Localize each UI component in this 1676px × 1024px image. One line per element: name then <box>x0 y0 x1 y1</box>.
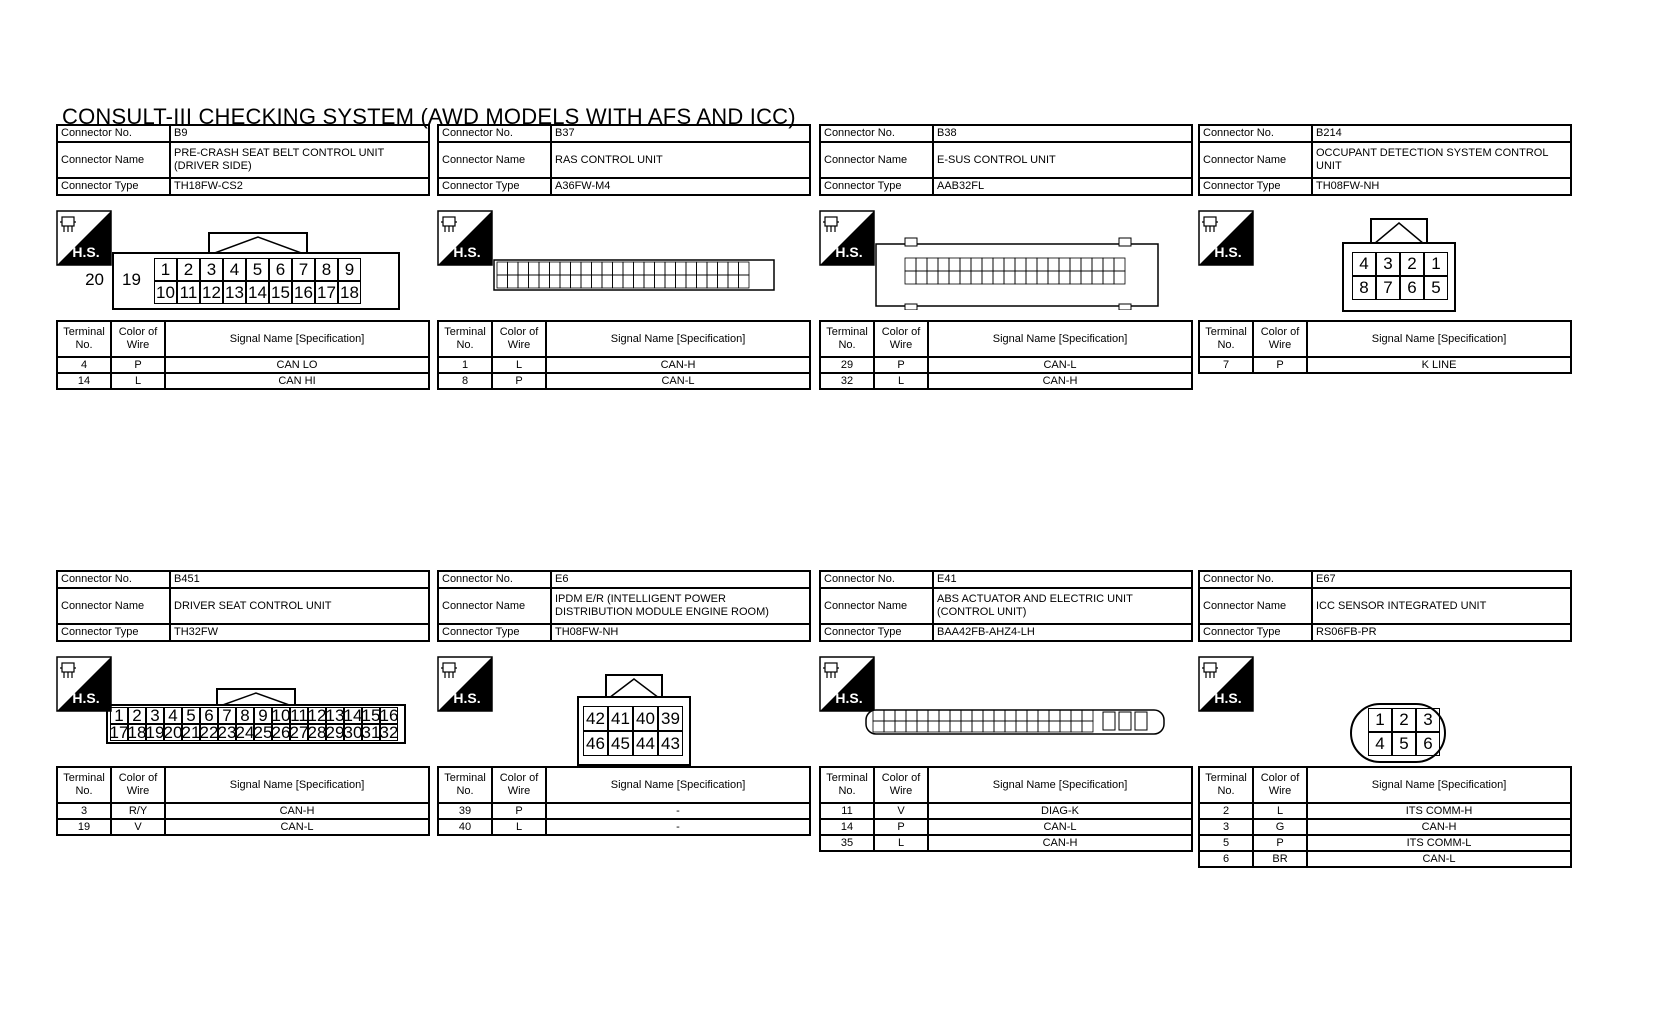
connector-header-table <box>1198 124 1572 196</box>
table-row <box>57 373 429 389</box>
pin-number: 16 <box>379 705 399 725</box>
hs-label: H.S. <box>1214 690 1242 706</box>
signal-name-header: Signal Name [Specification] <box>1307 321 1571 357</box>
pin-number: 26 <box>271 722 291 742</box>
table-row <box>1199 835 1571 851</box>
dense-pin-block <box>875 228 1159 310</box>
signal-name: K LINE <box>1307 357 1571 373</box>
table-row <box>820 835 1192 851</box>
signal-table <box>819 766 1193 852</box>
pin-number: 8 <box>1352 276 1376 300</box>
pin-number: 12 <box>200 281 223 304</box>
pin-number: 3 <box>146 707 164 724</box>
connector-type-label: Connector Type <box>1199 178 1312 195</box>
pin-number: 9 <box>338 258 361 281</box>
signal-table-header <box>1199 321 1571 357</box>
table-row <box>1199 819 1571 835</box>
signal-table-header <box>57 321 429 357</box>
connector-diagram <box>819 210 1193 330</box>
connector-type-value: TH08FW-NH <box>551 624 810 641</box>
pin-grid <box>1352 252 1448 300</box>
wire-color: G <box>1253 819 1307 835</box>
connector-name-label: Connector Name <box>438 142 551 178</box>
dense-pin-block <box>493 258 775 292</box>
connector-name-label: Connector Name <box>1199 588 1312 624</box>
connector-number-label: Connector No. <box>438 571 551 588</box>
table-row <box>57 803 429 819</box>
pin-number: 5 <box>182 707 200 724</box>
signal-table <box>437 766 811 836</box>
wire-color-header: Color of Wire <box>111 321 165 357</box>
terminal-no: 39 <box>438 803 492 819</box>
connector-diagram <box>56 210 430 330</box>
signal-table <box>56 766 430 836</box>
pin-number: 39 <box>658 706 683 731</box>
table-row <box>438 357 810 373</box>
terminal-no-header: Terminal No. <box>57 321 111 357</box>
wire-color: P <box>492 373 546 389</box>
signal-name: DIAG-K <box>928 803 1192 819</box>
connector-name-label: Connector Name <box>820 588 933 624</box>
harness-side-icon <box>1198 210 1254 266</box>
signal-table <box>1198 766 1572 868</box>
pin-number: 2 <box>177 258 200 281</box>
terminal-no-header: Terminal No. <box>820 321 874 357</box>
connector-diagram <box>56 656 430 776</box>
connector-diagram <box>437 210 811 330</box>
harness-side-icon <box>819 210 875 266</box>
terminal-no: 7 <box>1199 357 1253 373</box>
signal-name-header: Signal Name [Specification] <box>928 767 1192 803</box>
pin-number: 6 <box>269 258 292 281</box>
pin-number: 2 <box>1400 252 1424 276</box>
signal-table-header <box>57 767 429 803</box>
pin-number: 32 <box>379 722 399 742</box>
connector-name-value: ABS ACTUATOR AND ELECTRIC UNIT (CONTROL UNIT) <box>933 588 1192 624</box>
pin-number: 44 <box>633 731 658 756</box>
connector-diagram <box>437 656 811 776</box>
pin-number: 29 <box>325 722 345 742</box>
connector-number-label: Connector No. <box>1199 571 1312 588</box>
signal-name: CAN-L <box>928 357 1192 373</box>
table-row <box>1199 803 1571 819</box>
pin-grid <box>583 706 683 756</box>
connector-latch <box>216 688 296 704</box>
pin-grid <box>110 707 398 741</box>
terminal-no: 8 <box>438 373 492 389</box>
terminal-no: 19 <box>57 819 111 835</box>
signal-name-header: Signal Name [Specification] <box>928 321 1192 357</box>
connector-name-value: RAS CONTROL UNIT <box>551 142 810 178</box>
pin-number: 18 <box>338 281 361 304</box>
pin-number: 22 <box>199 722 219 742</box>
wire-color-header: Color of Wire <box>874 321 928 357</box>
terminal-no: 40 <box>438 819 492 835</box>
connector-number-label: Connector No. <box>57 125 170 142</box>
connector-type-value: TH08FW-NH <box>1312 178 1571 195</box>
pin-number: 4 <box>1368 732 1392 756</box>
signal-name-header: Signal Name [Specification] <box>165 767 429 803</box>
terminal-no: 5 <box>1199 835 1253 851</box>
signal-name: CAN-L <box>165 819 429 835</box>
pin-number: 20 <box>163 722 183 742</box>
connector-header-table <box>819 570 1193 642</box>
terminal-no: 32 <box>820 373 874 389</box>
connector-number-label: Connector No. <box>438 125 551 142</box>
pin-number: 24 <box>235 722 255 742</box>
connector-header-table <box>56 124 430 196</box>
signal-name-header: Signal Name [Specification] <box>546 767 810 803</box>
pin-number: 46 <box>583 731 608 756</box>
signal-table-header <box>1199 767 1571 803</box>
pin-number: 18 <box>127 722 147 742</box>
pin-number: 15 <box>361 705 381 725</box>
connector-name-value: PRE-CRASH SEAT BELT CONTROL UNIT (DRIVER SIDE) <box>170 142 429 178</box>
pin-number: 7 <box>1376 276 1400 300</box>
pin-number: 31 <box>361 722 381 742</box>
connector-panel <box>437 570 811 833</box>
pin-number: 10 <box>271 705 291 725</box>
table-row <box>820 803 1192 819</box>
connector-type-value: TH32FW <box>170 624 429 641</box>
connector-type-value: TH18FW-CS2 <box>170 178 429 195</box>
signal-table <box>1198 320 1572 374</box>
connector-header-table <box>56 570 430 642</box>
terminal-no-header: Terminal No. <box>1199 767 1253 803</box>
signal-name: - <box>546 819 810 835</box>
connector-diagram <box>1198 210 1572 330</box>
pin-number: 17 <box>109 722 129 742</box>
signal-name: CAN-H <box>928 835 1192 851</box>
table-row <box>1199 357 1571 373</box>
signal-name: CAN-H <box>928 373 1192 389</box>
wire-color: V <box>874 803 928 819</box>
terminal-no: 14 <box>820 819 874 835</box>
pin-number: 5 <box>1392 732 1416 756</box>
harness-side-icon <box>437 210 493 266</box>
connector-panel <box>1198 124 1572 371</box>
signal-name: CAN-H <box>546 357 810 373</box>
pin-number: 27 <box>289 722 309 742</box>
terminal-no: 35 <box>820 835 874 851</box>
connector-number-label: Connector No. <box>820 571 933 588</box>
pin-number: 14 <box>246 281 269 304</box>
pin-number: 11 <box>177 281 200 304</box>
connector-type-label: Connector Type <box>438 178 551 195</box>
pin-number: 12 <box>307 705 327 725</box>
hs-label: H.S. <box>835 244 863 260</box>
signal-table-header <box>820 321 1192 357</box>
connector-latch <box>208 232 308 252</box>
pin-number: 3 <box>1416 708 1440 732</box>
pin-number: 8 <box>236 707 254 724</box>
pin-number: 3 <box>1376 252 1400 276</box>
signal-name: CAN LO <box>165 357 429 373</box>
signal-name: CAN HI <box>165 373 429 389</box>
wire-color: P <box>492 803 546 819</box>
table-row <box>438 373 810 389</box>
table-row <box>820 357 1192 373</box>
dense-pin-block <box>865 704 1165 740</box>
wire-color: L <box>874 373 928 389</box>
table-row <box>57 819 429 835</box>
connector-number-label: Connector No. <box>57 571 170 588</box>
table-row <box>57 357 429 373</box>
harness-side-icon <box>56 656 112 712</box>
wire-color-header: Color of Wire <box>874 767 928 803</box>
connector-panel <box>819 124 1193 387</box>
pin-number: 28 <box>307 722 327 742</box>
connector-number-value: B37 <box>551 125 810 142</box>
connector-type-label: Connector Type <box>1199 624 1312 641</box>
pin-number: 13 <box>325 705 345 725</box>
connector-type-label: Connector Type <box>820 624 933 641</box>
wire-color: L <box>874 835 928 851</box>
connector-number-label: Connector No. <box>1199 125 1312 142</box>
signal-name: ITS COMM-H <box>1307 803 1571 819</box>
connector-name-label: Connector Name <box>438 588 551 624</box>
connector-name-label: Connector Name <box>1199 142 1312 178</box>
pin-number: 4 <box>164 707 182 724</box>
connector-latch <box>1370 218 1428 242</box>
wire-color: R/Y <box>111 803 165 819</box>
connector-type-label: Connector Type <box>57 178 170 195</box>
connector-name-label: Connector Name <box>57 588 170 624</box>
terminal-no: 2 <box>1199 803 1253 819</box>
connector-number-value: E67 <box>1312 571 1571 588</box>
signal-name-header: Signal Name [Specification] <box>546 321 810 357</box>
pin-number: 16 <box>292 281 315 304</box>
pin-number: 1 <box>110 707 128 724</box>
connector-diagram <box>1198 656 1572 776</box>
connector-panel <box>819 570 1193 849</box>
wire-color-header: Color of Wire <box>1253 321 1307 357</box>
pin-number: 45 <box>608 731 633 756</box>
table-row <box>820 819 1192 835</box>
pin-number: 6 <box>1416 732 1440 756</box>
connector-number-value: B38 <box>933 125 1192 142</box>
connector-diagram <box>819 656 1193 776</box>
terminal-no-header: Terminal No. <box>820 767 874 803</box>
pin-number: 5 <box>1424 276 1448 300</box>
wire-color: L <box>492 357 546 373</box>
signal-table <box>56 320 430 390</box>
pin-number: 21 <box>181 722 201 742</box>
wire-color-header: Color of Wire <box>492 767 546 803</box>
wire-color: L <box>111 373 165 389</box>
signal-table <box>437 320 811 390</box>
pin-number: 15 <box>269 281 292 304</box>
pin-number: 43 <box>658 731 683 756</box>
hs-label: H.S. <box>72 690 100 706</box>
terminal-no-header: Terminal No. <box>57 767 111 803</box>
table-row <box>438 819 810 835</box>
pin-number: 1 <box>1424 252 1448 276</box>
signal-table-header <box>438 767 810 803</box>
pin-number: 11 <box>290 705 308 725</box>
terminal-no: 14 <box>57 373 111 389</box>
pin-number: 19 <box>122 270 141 289</box>
wire-color: BR <box>1253 851 1307 867</box>
connector-type-value: BAA42FB-AHZ4-LH <box>933 624 1192 641</box>
connector-header-table <box>437 570 811 642</box>
connector-panel <box>56 124 430 387</box>
terminal-no-header: Terminal No. <box>438 767 492 803</box>
wire-color: P <box>111 357 165 373</box>
pin-number: 7 <box>218 707 236 724</box>
connector-name-value: IPDM E/R (INTELLIGENT POWER DISTRIBUTION MODULE ENGINE ROOM) <box>551 588 810 624</box>
pin-number: 40 <box>633 706 658 731</box>
pin-number: 20 <box>85 270 104 289</box>
connector-type-label: Connector Type <box>820 178 933 195</box>
connector-name-value: E-SUS CONTROL UNIT <box>933 142 1192 178</box>
terminal-no: 3 <box>1199 819 1253 835</box>
wire-color: P <box>1253 357 1307 373</box>
harness-side-icon <box>1198 656 1254 712</box>
signal-name: CAN-L <box>546 373 810 389</box>
connector-name-label: Connector Name <box>820 142 933 178</box>
table-row <box>438 803 810 819</box>
pin-number: 9 <box>254 707 272 724</box>
wire-color-header: Color of Wire <box>492 321 546 357</box>
connector-type-label: Connector Type <box>57 624 170 641</box>
terminal-no: 29 <box>820 357 874 373</box>
pin-grid <box>154 258 361 304</box>
wire-color: L <box>492 819 546 835</box>
pin-number: 41 <box>608 706 633 731</box>
wire-color-header: Color of Wire <box>111 767 165 803</box>
pin-number: 4 <box>1352 252 1376 276</box>
pin-number: 7 <box>292 258 315 281</box>
wire-color: P <box>1253 835 1307 851</box>
signal-table <box>819 320 1193 390</box>
pin-number: 13 <box>223 281 246 304</box>
connector-header-table <box>437 124 811 196</box>
pin-number: 10 <box>154 281 177 304</box>
pin-number: 5 <box>246 258 269 281</box>
connector-panel <box>1198 570 1572 865</box>
pin-number: 6 <box>200 707 218 724</box>
signal-name: CAN-L <box>928 819 1192 835</box>
hs-label: H.S. <box>1214 244 1242 260</box>
connector-number-value: B214 <box>1312 125 1571 142</box>
pin-number: 14 <box>343 705 363 725</box>
connector-type-value: A36FW-M4 <box>551 178 810 195</box>
connector-number-label: Connector No. <box>820 125 933 142</box>
terminal-no: 1 <box>438 357 492 373</box>
signal-name: - <box>546 803 810 819</box>
signal-name: CAN-H <box>165 803 429 819</box>
pin-number: 2 <box>128 707 146 724</box>
wire-color: L <box>1253 803 1307 819</box>
signal-table-header <box>820 767 1192 803</box>
terminal-no: 4 <box>57 357 111 373</box>
pin-grid <box>1368 708 1440 756</box>
signal-name-header: Signal Name [Specification] <box>1307 767 1571 803</box>
wire-color: P <box>874 819 928 835</box>
connector-name-value: DRIVER SEAT CONTROL UNIT <box>170 588 429 624</box>
connector-panel <box>56 570 430 833</box>
connector-type-value: AAB32FL <box>933 178 1192 195</box>
pin-number: 23 <box>217 722 237 742</box>
signal-table-header <box>438 321 810 357</box>
connector-panel <box>437 124 811 387</box>
signal-name: CAN-L <box>1307 851 1571 867</box>
connector-name-value: ICC SENSOR INTEGRATED UNIT <box>1312 588 1571 624</box>
terminal-no: 6 <box>1199 851 1253 867</box>
terminal-no: 3 <box>57 803 111 819</box>
pin-number: 25 <box>253 722 273 742</box>
hs-label: H.S. <box>72 244 100 260</box>
connector-name-value: OCCUPANT DETECTION SYSTEM CONTROL UNIT <box>1312 142 1571 178</box>
wire-color-header: Color of Wire <box>1253 767 1307 803</box>
hs-label: H.S. <box>453 690 481 706</box>
table-row <box>1199 851 1571 867</box>
connector-latch <box>605 674 663 696</box>
harness-side-icon <box>56 210 112 266</box>
terminal-no-header: Terminal No. <box>1199 321 1253 357</box>
pin-number: 42 <box>583 706 608 731</box>
connector-name-label: Connector Name <box>57 142 170 178</box>
terminal-no: 11 <box>820 803 874 819</box>
hs-label: H.S. <box>453 244 481 260</box>
connector-number-value: E6 <box>551 571 810 588</box>
pin-number: 2 <box>1392 708 1416 732</box>
connector-number-value: B451 <box>170 571 429 588</box>
connector-type-label: Connector Type <box>438 624 551 641</box>
connector-number-value: B9 <box>170 125 429 142</box>
connector-header-table <box>1198 570 1572 642</box>
pin-number: 4 <box>223 258 246 281</box>
connector-number-value: E41 <box>933 571 1192 588</box>
signal-name: ITS COMM-L <box>1307 835 1571 851</box>
connector-header-table <box>819 124 1193 196</box>
pin-number: 1 <box>1368 708 1392 732</box>
wire-color: P <box>874 357 928 373</box>
table-row <box>820 373 1192 389</box>
hs-label: H.S. <box>835 690 863 706</box>
connector-type-value: RS06FB-PR <box>1312 624 1571 641</box>
pin-number: 17 <box>315 281 338 304</box>
harness-side-icon <box>437 656 493 712</box>
page-title: CONSULT-III CHECKING SYSTEM (AWD MODELS WITH AFS AND ICC) <box>62 104 796 129</box>
pin-number: 8 <box>315 258 338 281</box>
pin-number: 19 <box>145 722 165 742</box>
pin-number: 6 <box>1400 276 1424 300</box>
pin-number: 3 <box>200 258 223 281</box>
signal-name-header: Signal Name [Specification] <box>165 321 429 357</box>
signal-name: CAN-H <box>1307 819 1571 835</box>
pin-number: 30 <box>343 722 363 742</box>
pin-number: 1 <box>154 258 177 281</box>
wire-color: V <box>111 819 165 835</box>
terminal-no-header: Terminal No. <box>438 321 492 357</box>
